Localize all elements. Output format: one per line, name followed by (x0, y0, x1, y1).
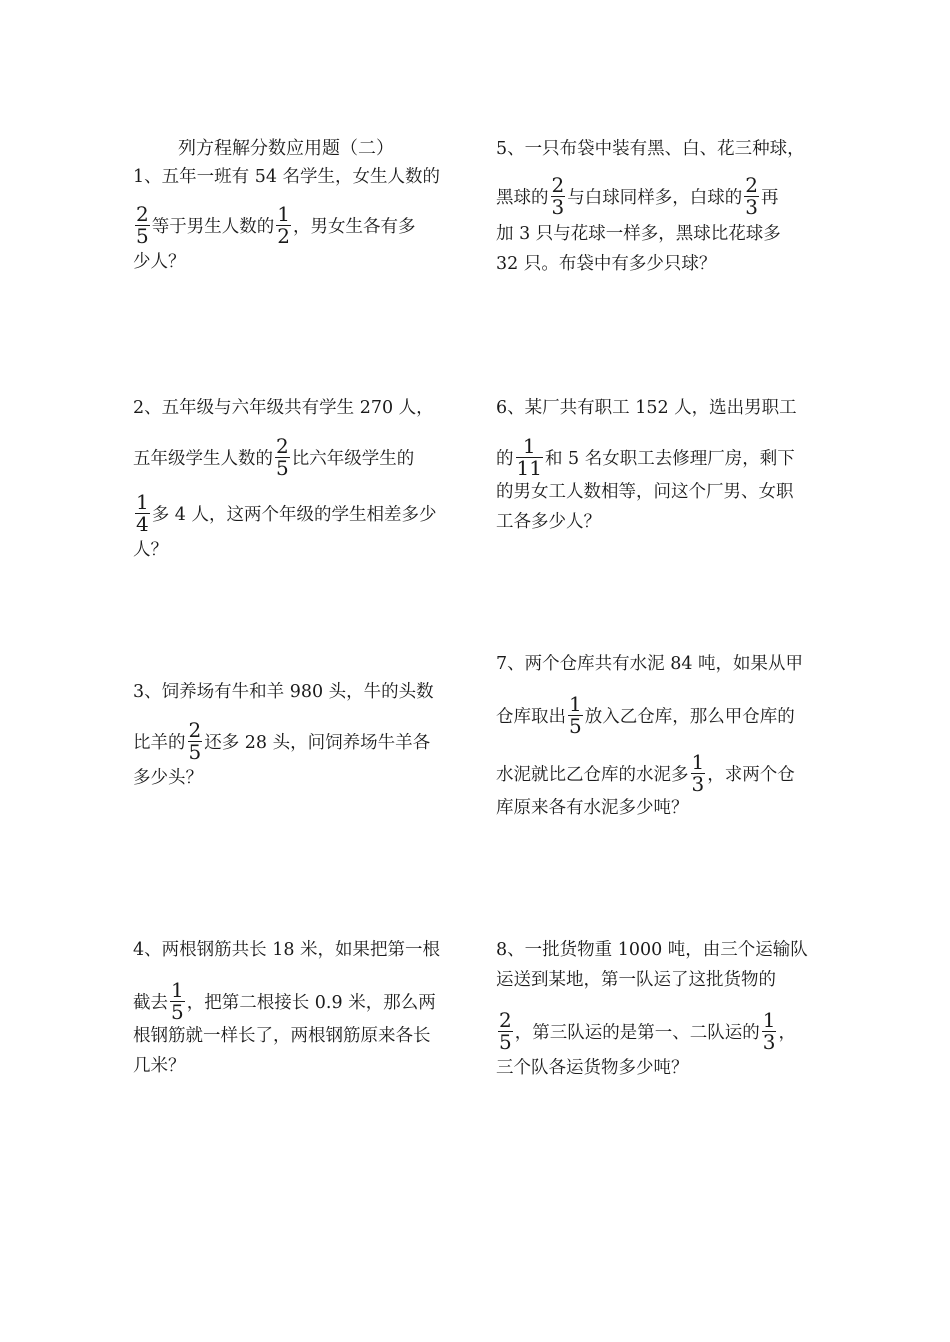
problem-text: 五年级学生人数的 (133, 449, 273, 469)
problem-text: 仓库取出 (496, 707, 566, 727)
problem-5-line-1: 5、一只布袋中装有黑、白、花三种球， (496, 139, 805, 159)
fraction (135, 492, 150, 535)
fraction (276, 204, 291, 247)
problem-text: ，男女生各有多 (292, 217, 416, 237)
fraction-numerator: 2 (745, 173, 758, 197)
problem-text: ，第三队运的是第一、二队运的 (514, 1023, 760, 1043)
problem-2-line-1: 2、五年级与六年级共有学生 270 人， (133, 398, 434, 418)
problem-text: 还多 28 头，问饲养场牛羊各 (204, 733, 431, 753)
problem-text: 的 (496, 449, 514, 469)
page-title: 列方程解分数应用题（二） (178, 138, 394, 159)
problem-7-line-4: 库原来各有水泥多少吨？ (496, 798, 689, 818)
fraction-denominator: 5 (188, 740, 202, 764)
problem-text: 截去 (133, 993, 168, 1013)
problem-3-line-2 (133, 718, 431, 764)
problem-3-line-1: 3、饲养场有牛和羊 980 头，牛的头数 (133, 682, 434, 702)
problem-8-line-1: 8、一批货物重 1000 吨，由三个运输队 (496, 940, 808, 960)
fraction-numerator: 2 (499, 1008, 512, 1032)
fraction-numerator: 1 (277, 202, 290, 226)
fraction (691, 752, 706, 795)
fraction (551, 175, 566, 218)
problem-8-line-4: 三个队各运货物多少吨？ (496, 1058, 689, 1078)
fraction (498, 1010, 513, 1053)
problem-4-line-3: 根钢筋就一样长了，两根钢筋原来各长 (133, 1026, 431, 1046)
fraction-numerator: 2 (136, 202, 149, 226)
fraction-denominator: 5 (136, 224, 149, 248)
fraction-denominator: 2 (277, 224, 290, 248)
fraction-denominator: 5 (276, 456, 289, 480)
problem-8-line-2: 运送到某地，第一队运了这批货物的 (496, 970, 776, 990)
problem-4-line-2 (133, 978, 436, 1024)
problem-text: 比六年级学生的 (291, 449, 415, 469)
fraction (135, 204, 150, 247)
problem-text: 水泥就比乙仓库的水泥多 (496, 765, 689, 785)
fraction-numerator: 1 (136, 490, 149, 514)
problem-text: 多 4 人，这两个年级的学生相差多少 (151, 505, 437, 525)
fraction (188, 720, 203, 763)
problem-text: 与白球同样多，白球的 (567, 188, 743, 208)
fraction-denominator: 5 (499, 1030, 512, 1054)
problem-2-line-2 (133, 434, 415, 480)
problem-text: ，求两个仓 (707, 765, 795, 785)
fraction-denominator: 4 (136, 512, 149, 536)
fraction-numerator: 1 (522, 434, 536, 458)
fraction (744, 175, 759, 218)
problem-text: 黑球的 (496, 188, 549, 208)
problem-1-line-2 (133, 202, 416, 248)
problem-text: 再 (760, 188, 779, 208)
problem-6-line-1: 6、某厂共有职工 152 人，选出男职工 (496, 398, 797, 418)
problem-6-line-3: 的男女工人数相等，问这个厂男、女职 (496, 482, 794, 502)
problem-6-line-2 (496, 434, 795, 480)
problem-4-line-1: 4、两根钢筋共长 18 米，如果把第一根 (133, 940, 441, 960)
fraction-denominator: 5 (569, 714, 582, 738)
problem-4-line-4: 几米？ (133, 1056, 186, 1076)
problem-7-line-3 (496, 750, 795, 796)
fraction-numerator: 1 (762, 1008, 776, 1032)
fraction-denominator: 3 (691, 772, 705, 796)
problem-3-line-3: 多少头？ (133, 768, 203, 788)
problem-text: 比羊的 (133, 733, 186, 753)
fraction (170, 980, 185, 1023)
problem-5-line-4: 32 只。布袋中有多少只球？ (496, 254, 717, 274)
problem-8-line-3 (496, 1008, 796, 1054)
fraction-numerator: 2 (276, 434, 289, 458)
fraction (516, 436, 543, 479)
fraction-denominator: 3 (762, 1030, 776, 1054)
problem-5-line-2 (496, 173, 779, 219)
problem-2-line-3 (133, 490, 437, 536)
fraction-numerator: 2 (551, 173, 565, 197)
fraction-numerator: 1 (171, 978, 184, 1002)
fraction-denominator: 5 (171, 1000, 184, 1024)
problem-1-line-1: 1、五年一班有 54 名学生，女生人数的 (133, 167, 441, 187)
problem-text: 和 5 名女职工去修理厂房，剩下 (544, 449, 795, 469)
fraction-denominator: 3 (745, 195, 758, 219)
problem-7-line-2 (496, 692, 795, 738)
fraction (568, 694, 583, 737)
problem-6-line-4: 工各多少人？ (496, 512, 601, 532)
problem-7-line-1: 7、两个仓库共有水泥 84 吨，如果从甲 (496, 654, 804, 674)
problem-5-line-3: 加 3 只与花球一样多，黑球比花球多 (496, 224, 781, 244)
problem-text: 等于男生人数的 (151, 217, 275, 237)
fraction-denominator: 3 (551, 195, 565, 219)
fraction-denominator: 11 (516, 456, 542, 480)
fraction-numerator: 1 (691, 750, 705, 774)
problem-text: ， (778, 1023, 796, 1043)
problem-2-line-4: 人？ (133, 540, 168, 560)
fraction-numerator: 1 (569, 692, 582, 716)
fraction (275, 436, 290, 479)
fraction (762, 1010, 777, 1053)
problem-text: 放入乙仓库，那么甲仓库的 (584, 707, 795, 727)
fraction-numerator: 2 (188, 718, 202, 742)
problem-text: ，把第二根接长 0.9 米，那么两 (186, 993, 436, 1013)
problem-1-line-3: 少人？ (133, 252, 186, 272)
